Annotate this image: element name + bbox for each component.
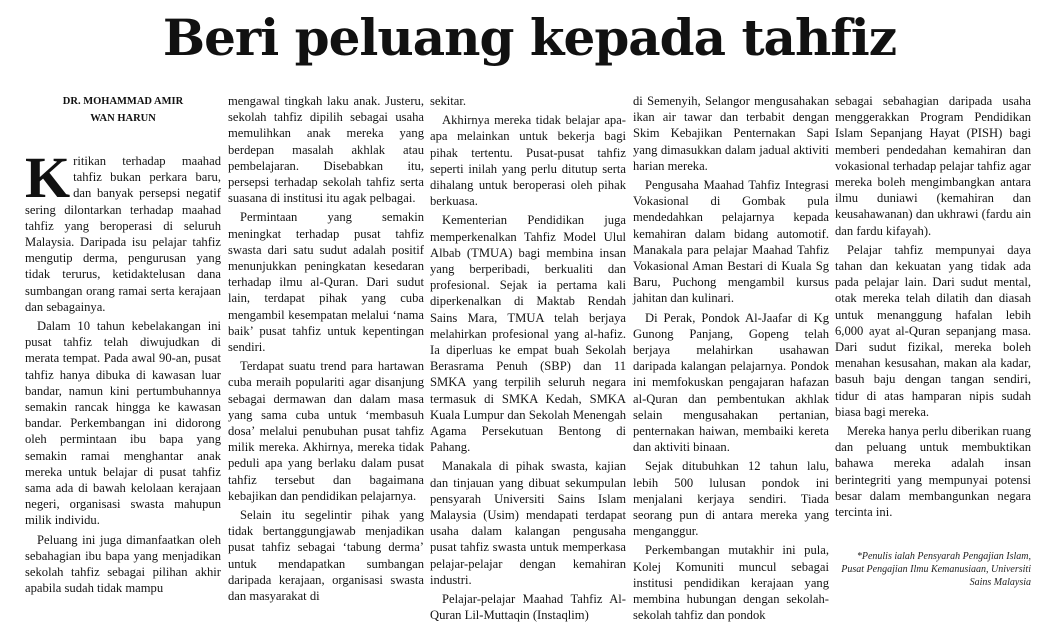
drop-cap: K bbox=[25, 145, 71, 210]
author-name-line-1: DR. MOHAMMAD AMIR bbox=[62, 96, 184, 107]
paragraph: sebagai sebahagian daripada usaha menggerakkan Program Pendidikan Islam Sepanjang Hayat (PISH) bagi memberi pendedahan kemahiran dan vokasional terhadap pelajar tahfiz agar mereka boleh mengimbangkan antara ilmu duniawi (kemahiran dan keusahawanan) dan ukhrawi (fardu ain dan fardu kifayah). bbox=[835, 94, 1031, 238]
paragraph: di Semenyih, Selangor mengusahakan ikan air tawar dan terbabit dengan Skim Kebajikan Penternakan Sapi yang dimasukkan dalam jadual aktiviti harian mereka. bbox=[633, 94, 829, 173]
paragraph: Pengusaha Maahad Tahfiz Integrasi Vokasional di Gombak pula mendedahkan pelajarnya kepada kemahiran dalam bidang automotif. Manakala para pelajar Maahad Tahfiz Vokasional Aman Bestari di Kuala Sg Baru, Puchong mengambil kursus jahitan dan kulinari. bbox=[633, 178, 829, 306]
paragraph: Akhirnya mereka tidak belajar apa-apa melainkan untuk bekerja bagi pihak tertentu. Pusat-pusat tahfiz seperti inilah yang perlu ditutup serta dihalang untuk beroperasi oleh pihak berkuasa. bbox=[430, 113, 626, 209]
paragraph: Kritikan terhadap maahad tahfiz bukan perkara baru, dan banyak persepsi negatif sering dilontarkan terhadap maahad tahfiz yang beroperasi di seluruh Malaysia. Daripada isu pelajar tahfiz mengutip derma, pengurusan yang tidak terurus, ketidaktelusan dana sumbangan orang ramai serta kerajaan dan sebagainya. bbox=[25, 145, 221, 314]
paragraph: mengawal tingkah laku anak. Justeru, sekolah tahfiz dipilih sebagai usaha memulihkan anak mereka yang berdepan masalah akhlak atau pembelajaran. Disebabkan itu, persepsi terhadap sekolah tahfiz serta suasana di institusi itu agak pelbagai. bbox=[228, 94, 424, 206]
author-footnote: *Penulis ialah Pensyarah Pengajian Islam, Pusat Pengajian Ilmu Kemanusiaan, Universiti Sains Malaysia bbox=[841, 551, 1031, 588]
paragraph: Di Perak, Pondok Al-Jaafar di Kg Gunong Panjang, Gopeng telah berjaya melahirkan usahawan daripada kalangan pelajarnya. Pondok ini memfokuskan pengajaran hafazan al-Quran dan pembentukan akhlak selain mengusahakan pertanian, penternakan haiwan, membaiki kereta dan aktiviti binaan. bbox=[633, 310, 829, 455]
paragraph: Kementerian Pendidikan juga memperkenalkan Tahfiz Model Ulul Albab (TMUA) bagi membina insan yang berperibadi, berkualiti dan profesional. Sejak ia pertama kali diperkenalkan di Maktab Rendah Sains Mara, TMUA telah berjaya melahirkan profesional yang al-hafiz. Ia diperluas ke empat buah Sekolah Berasrama Penuh (SBP) dan 11 SMKA yang terpilih seluruh negara termasuk di SMKA Kedah, SMKA Kuala Lumpur dan Sekolah Menengah Agama Persekutuan Bentong di Pahang. bbox=[430, 213, 626, 455]
article-headline: Beri peluang kepada tahfiz bbox=[162, 8, 897, 67]
article-column-1 bbox=[25, 145, 221, 603]
article-column-5 bbox=[835, 93, 1031, 523]
paragraph: Terdapat suatu trend para hartawan cuba meraih populariti agar disanjung sebagai dermawan dan dalam masa yang sama cuba untuk ‘membasuh dosa’ melalui penubuhan pusat tahfiz milik mereka. Akhirnya, mereka tidak peduli apa yang berlaku dalam pusat tahfiz tersebut dan bagaimana kebajikan dan pendidikan pelajarnya. bbox=[228, 359, 424, 503]
author-byline bbox=[28, 93, 218, 127]
paragraph: Selain itu segelintir pihak yang tidak bertanggungjawab menjadikan pusat tahfiz sebagai ‘tabung derma’ untuk mendapatkan sumbangan daripada kerajaan, organisasi swasta dan masyarakat di bbox=[228, 508, 424, 604]
paragraph: Pelajar tahfiz mempunyai daya tahan dan kekuatan yang tidak ada pada pelajar lain. Dari sudut mental, otak mereka telah dilatih dan diasah untuk menanggung hafalan lebih 6,000 ayat al-Quran sepanjang masa. Dari sudut fizikal, mereka boleh menahan kesusahan, makan ala kadar, basuh baju dengan tangan sendiri, tidur di atas hamparan nipis sudah biasa bagi mereka. bbox=[835, 242, 1031, 419]
paragraph: Pelajar-pelajar Maahad Tahfiz Al-Quran Lil-Muttaqin (Instaqlim) bbox=[430, 592, 626, 623]
paragraph: Manakala di pihak swasta, kajian dan tinjauan yang dibuat sekumpulan pensyarah Universiti Sains Islam Malaysia (Usim) mendapati terdapat usaha dalam kalangan pengusaha pusat tahfiz swasta untuk memperkasa pelajar-pelajar dengan kemahiran industri. bbox=[430, 459, 626, 587]
paragraph: Perkembangan mutakhir ini pula, Kolej Komuniti muncul sebagai institusi pendidikan kerajaan yang membina hubungan dengan sekolah-sekolah tahfiz dan pondok bbox=[633, 543, 829, 623]
paragraph: sekitar. bbox=[430, 94, 467, 108]
paragraph: Permintaan yang semakin meningkat terhadap pusat tahfiz swasta dari satu sudut adalah positif menunjukkan peningkatan kesedaran terhadap ilmu al-Quran. Dari sudut lain, terdapat pihak yang cuba mengambil kesempatan melalui ‘nama baik’ pusat tahfiz untuk kepentingan sendiri. bbox=[228, 210, 424, 355]
author-name-line-2: WAN HARUN bbox=[90, 113, 156, 124]
paragraph: Mereka hanya perlu diberikan ruang dan peluang untuk membuktikan bahawa mereka adalah insan berintegriti yang mempunyai potensi besar dalam membangunkan negara tercinta ini. bbox=[835, 424, 1031, 520]
article-column-2 bbox=[228, 93, 424, 607]
paragraph: Dalam 10 tahun kebelakangan ini pusat tahfiz telah diwujudkan di merata tempat. Pada awal 90-an, pusat tahfiz hanya dibuka di kawasan luar bandar, namun kini pertumbuhannya semakin rancak hingga ke kawasan bandar. Perkembangan ini didorong oleh permintaan ibu bapa yang semakin ramai menghantar anak mereka untuk belajar di pusat tahfiz sama ada di bawah kelolaan kerajaan negeri, organisasi swasta mahupun milik individu. bbox=[25, 319, 221, 528]
paragraph: Sejak ditubuhkan 12 tahun lalu, lebih 500 lulusan pondok ini menjalani kerjaya sendiri. Tiada seorang pun di antara mereka yang menganggur. bbox=[633, 459, 829, 539]
article-column-4 bbox=[633, 93, 829, 627]
article-column-3 bbox=[430, 93, 626, 627]
paragraph: Peluang ini juga dimanfaatkan oleh sebahagian ibu bapa yang menjadikan sekolah tahfiz sebagai pilihan akhir apabila sudah tidak mampu bbox=[25, 532, 221, 596]
